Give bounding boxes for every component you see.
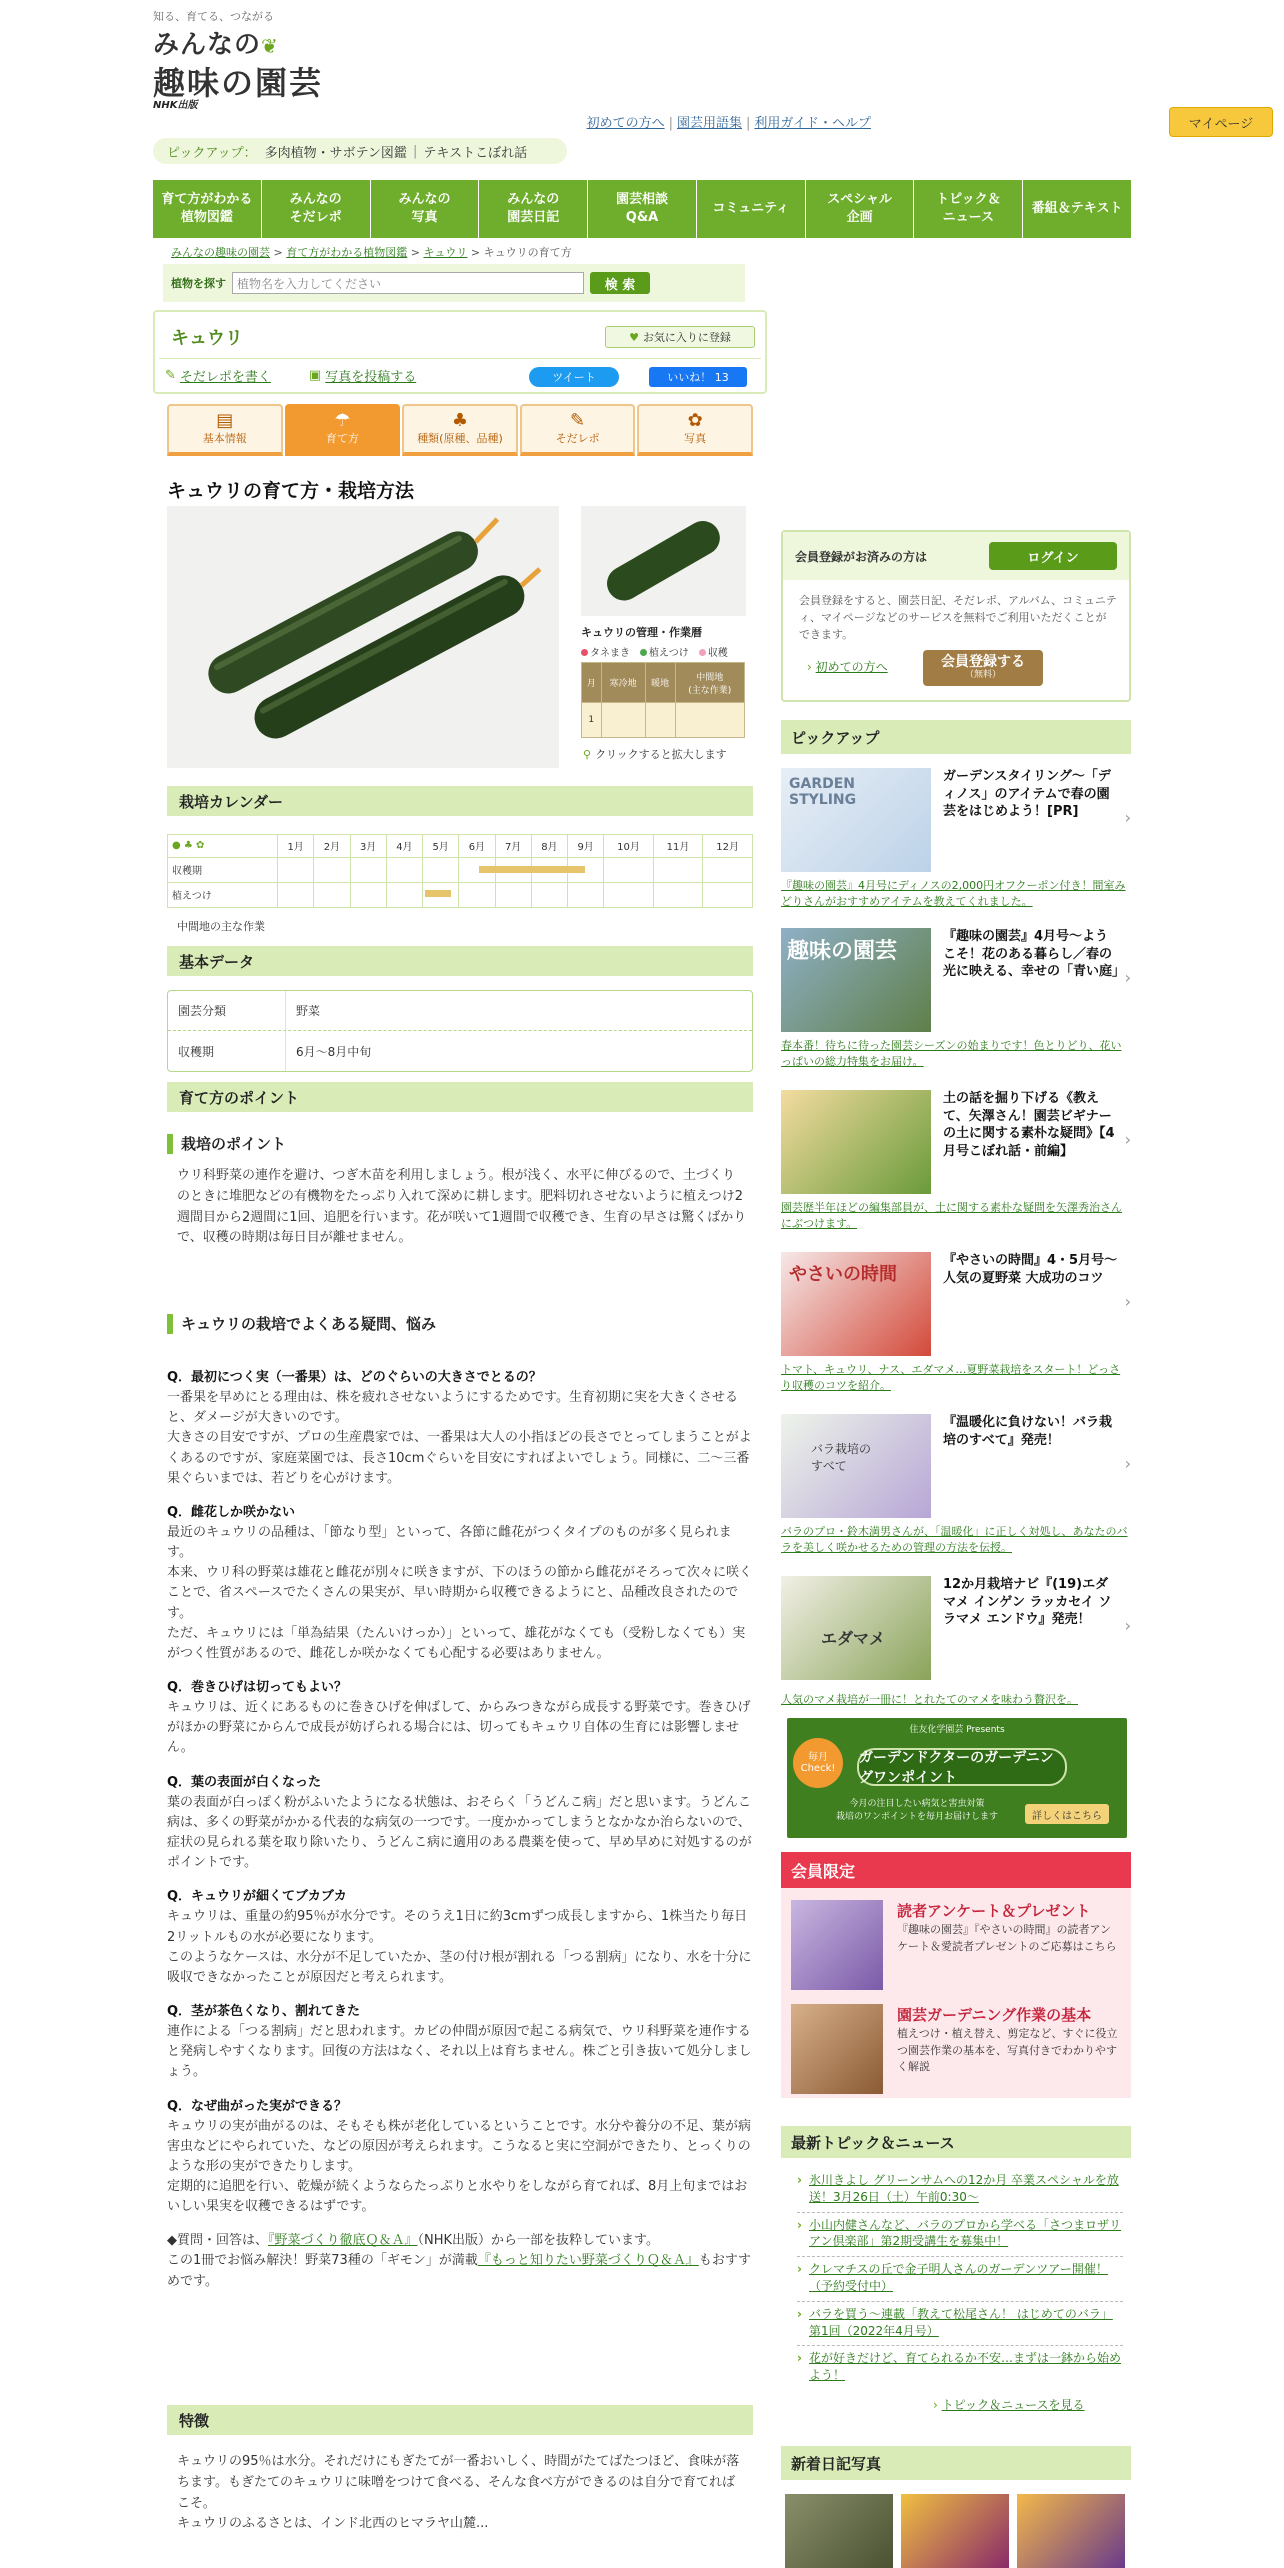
pickup-image[interactable] bbox=[781, 1090, 931, 1194]
news-item bbox=[797, 2346, 1123, 2390]
cultivation-points-text: ウリ科野菜の連作を避け、つぎ木苗を利用しましょう。根が浅く、水平に伸びるので、土づくりのときに堆肥などの有機物をたっぷり入れて深めに耕します。肥料切れさせないように植えつけ2週間目から2週間に1回、追肥を行います。花が咲いて1週間で収穫でき、生育の早さは驚くばかりで、収穫の時期は毎日目が離せません。 bbox=[177, 1168, 747, 1246]
ad-sponsor: 住友化学園芸 Presents bbox=[909, 1725, 1005, 1735]
members-only-box bbox=[781, 1888, 1131, 2098]
member-box bbox=[781, 530, 1131, 702]
news-link[interactable]: 小山内健さんなど、バラのプロから学べる「さつまロザリアン倶楽部」第2期受講生を募集中！ bbox=[809, 2217, 1122, 2249]
faq-question: Q．なぜ曲がった実ができる？ bbox=[167, 2098, 348, 2114]
diary-photo[interactable] bbox=[785, 2494, 893, 2568]
chevron-right-icon: › bbox=[1124, 1130, 1131, 1149]
book-icon: ▤ bbox=[216, 410, 234, 431]
search-input[interactable]: 植物名を入力してください bbox=[232, 272, 584, 294]
guide-link[interactable]: 利用ガイド・ヘルプ bbox=[754, 116, 871, 131]
pickup-link[interactable]: トマト、キュウリ、ナス、エダマメ…夏野菜栽培をスタート！どっさり収穫のコツを紹介。 bbox=[781, 1363, 1121, 1392]
chevron-right-icon: › bbox=[1124, 1454, 1131, 1473]
breadcrumb-encyclopedia[interactable]: 育て方がわかる植物図鑑 bbox=[286, 246, 408, 259]
nav-special[interactable]: スペシャル 企画 bbox=[806, 180, 915, 238]
legend-sowing: タネまき bbox=[581, 644, 630, 659]
logo-main[interactable]: 趣味の園芸 bbox=[153, 64, 324, 102]
logo-line1: みんなの bbox=[153, 30, 262, 60]
member-item-desc: 『趣味の園芸』『やさいの時間』の読者アンケート＆愛読者プレゼントのご応募はこちら bbox=[897, 1923, 1117, 1953]
pickup-link[interactable]: 園芸歴半年ほどの編集部員が、土に関する素朴な疑問を矢澤秀治さんにぶつけます。 bbox=[781, 1201, 1122, 1230]
pickup-image[interactable]: GARDEN STYLING bbox=[781, 768, 931, 872]
faq-question: Q．葉の表面が白くなった bbox=[167, 1774, 322, 1790]
calendar-row-planting: 植えつけ bbox=[168, 882, 278, 907]
nav-community[interactable]: コミュニティ bbox=[697, 180, 806, 238]
news-more-label[interactable]: トピック＆ニュースを見る bbox=[941, 2398, 1085, 2412]
nav-plant-encyclopedia[interactable]: 育て方がわかる 植物図鑑 bbox=[153, 180, 262, 238]
ad-check-bubble: 毎月 Check! bbox=[793, 1738, 843, 1788]
member-question: 会員登録がお済みの方は bbox=[783, 532, 1129, 580]
basic-key: 収穫期 bbox=[168, 1031, 286, 1071]
member-item-image[interactable] bbox=[791, 1900, 883, 1990]
book-link-qa[interactable]: 『野菜づくり徹底Ｑ＆Ａ』 bbox=[268, 2233, 418, 2249]
faq-answer: 最近のキュウリの品種は、「節なり型」といって、各節に雌花がつくタイプのものが多く見られます。 本来、ウリ科の野菜は雄花と雌花が別々に咲きますが、下のほうの節から雌花がそろって次々に咲くことで、省スペースでたくさんの果実が、早い時期から収穫できるようにと、品種改良されたのです。 ただ、キュウリには「単為結果（たんいけっか）」といって、雄花がなくても（受粉しなくても）実がつく性質があるので、雌花しか咲かなくても心配する必要はありません。 bbox=[167, 1524, 753, 1661]
members-only-title: 会員限定 bbox=[781, 1852, 1131, 1888]
member-item-image[interactable] bbox=[791, 2004, 883, 2094]
breadcrumb: みんなの趣味の園芸 > 育て方がわかる植物図鑑 > キュウリ > キュウリの育て方 bbox=[171, 246, 572, 259]
growing-calendar: ● ♣ ✿ 1月 2月 3月 4月 5月 6月 7月 8月 9月 10月 11月 12月 収穫期 植えつけ bbox=[167, 834, 753, 908]
tab-label: 基本情報 bbox=[202, 432, 247, 445]
news-link[interactable]: バラを買う～連載「教えて松尾さん！ はじめてのバラ」第1回（2022年4月号） bbox=[809, 2306, 1113, 2338]
basic-key: 園芸分類 bbox=[168, 991, 286, 1030]
basic-data-title: 基本データ bbox=[167, 946, 753, 976]
faq-answer: キュウリは、重量の約95％が水分です。そのうえ1日に約3cmずつ成長しますから、1株当たり毎日2リットルもの水が必要になります。 このようなケースは、水分が不足していたか、茎の付け根が割れる「つる割病」になり、水を十分に吸収できなかったことが原因だと考えられます。 bbox=[167, 1909, 752, 1985]
watering-can-icon: ☂ bbox=[334, 410, 351, 431]
register-button[interactable] bbox=[923, 650, 1043, 686]
pickup-title-text[interactable]: 『趣味の園芸』4月号～ようこそ！花のある暮らし／春の光に映える、幸せの「青い庭」 bbox=[943, 929, 1126, 980]
calendar-section-title: 栽培カレンダー bbox=[167, 786, 753, 816]
legend-planting: 植えつけ bbox=[640, 644, 689, 659]
plant-name: キュウリ bbox=[171, 328, 243, 349]
pickup-image[interactable]: やさいの時間 bbox=[781, 1252, 931, 1356]
news-link[interactable]: クレマチスの丘で金子明人さんのガーデンツアー開催！（予約受付中） bbox=[809, 2262, 1108, 2293]
tab-label: 育て方 bbox=[325, 432, 359, 445]
pickup-link[interactable]: 人気のマメ栽培が一冊に！とれたてのマメを味わう贅沢を。 bbox=[781, 1693, 1078, 1706]
calendar-note: 中間地の主な作業 bbox=[177, 920, 265, 933]
pencil-icon: ✎ bbox=[165, 368, 176, 383]
register-sub: （無料） bbox=[964, 669, 1001, 680]
member-description: 会員登録をすると、園芸日記、そだレポ、アルバム、コミュニティ、マイページなどのサービスを無料でご利用いただくことができます。 bbox=[799, 594, 1117, 642]
ad-details-button[interactable]: 詳しくはこちら bbox=[1025, 1804, 1109, 1824]
news-link[interactable]: 氷川きよし グリーンサムへの12か月 卒業スペシャルを放送！3月26日（土）午前0:30～ bbox=[809, 2173, 1119, 2204]
diary-photo[interactable] bbox=[1017, 2494, 1125, 2568]
top-links: 初めての方へ | 園芸用語集 | 利用ガイド・ヘルプ bbox=[586, 116, 871, 131]
ad-description: 今月の注目したい病気と害虫対策 栽培のワンポイントを毎月お届けします bbox=[835, 1799, 998, 1822]
faq-question: Q．巻きひげは切ってもよい？ bbox=[167, 1679, 348, 1695]
faq-heading: キュウリの栽培でよくある疑問、悩み bbox=[167, 1314, 436, 1334]
pickup-image[interactable]: 趣味の園芸 bbox=[781, 928, 931, 1032]
pickup-title-text[interactable]: 『やさいの時間』4・5月号～人気の夏野菜 大成功のコツ bbox=[943, 1253, 1118, 1286]
publisher-logo: NHK出版 bbox=[153, 100, 198, 111]
pickup-item-succulents[interactable]: 多肉植物・サボテン図鑑 bbox=[264, 145, 407, 161]
feature-section-title: 特徴 bbox=[167, 2405, 753, 2435]
tab-label: そだレポ bbox=[555, 432, 600, 445]
diary-photos-title: 新着日記写真 bbox=[781, 2446, 1131, 2480]
news-more-link[interactable]: › トピック＆ニュースを見る bbox=[933, 2398, 1085, 2412]
chevron-right-icon: › bbox=[1124, 808, 1131, 827]
sprout-icon: ❦ bbox=[261, 34, 279, 58]
pickup-title-text[interactable]: ガーデンスタイリング～「ディノス」のアイテムで春の園芸をはじめよう！[PR] bbox=[943, 769, 1111, 820]
search-button[interactable]: 検 索 bbox=[590, 272, 650, 294]
write-report-link[interactable]: そだレポを書く bbox=[179, 370, 271, 385]
tweet-button[interactable]: ツイート bbox=[529, 367, 619, 387]
pickup-title-text[interactable]: 『温暖化に負けない！バラ栽培のすべて』発売！ bbox=[943, 1415, 1113, 1448]
first-time-label[interactable]: 初めての方へ bbox=[815, 660, 888, 674]
page-title: キュウリの育て方・栽培方法 bbox=[167, 480, 415, 502]
news-item bbox=[797, 2302, 1123, 2347]
pickup-title: ピックアップ bbox=[781, 720, 1131, 754]
management-table[interactable]: 月 寒冷地 暖地 中間地 (主な作業) 1 bbox=[581, 662, 745, 738]
news-item bbox=[797, 2168, 1123, 2213]
login-button[interactable]: ログイン bbox=[989, 542, 1117, 570]
member-item-title[interactable]: 園芸ガーデニング作業の基本 bbox=[897, 2006, 1092, 2024]
basic-value: 6月～8月中旬 bbox=[296, 1044, 372, 1059]
nav-topics[interactable]: トピック＆ ニュース bbox=[914, 180, 1023, 238]
legend-harvest: 収穫 bbox=[699, 644, 728, 659]
cultivation-points-heading: 栽培のポイント bbox=[167, 1134, 286, 1154]
breadcrumb-home[interactable]: みんなの趣味の園芸 bbox=[171, 246, 270, 259]
tab-label: 種類(原種、品種) bbox=[417, 432, 503, 445]
faq-question: Q．雌花しか咲かない bbox=[167, 1504, 296, 1520]
calendar-row-harvest: 収穫期 bbox=[168, 857, 278, 882]
news-item bbox=[797, 2213, 1123, 2258]
magnifier-icon: ⚲ bbox=[583, 748, 592, 761]
pickup-bar: ピックアップ： 多肉植物・サボテン図鑑 | テキストこぼれ話 bbox=[153, 138, 567, 164]
like-button[interactable]: いいね！ 13 bbox=[649, 367, 747, 387]
search-label: 植物を探す bbox=[171, 277, 226, 290]
first-time-link-side[interactable]: › 初めての方へ bbox=[807, 660, 888, 674]
member-item-title[interactable]: 読者アンケート＆プレゼント bbox=[897, 1902, 1091, 1920]
post-photo-link[interactable]: 写真を投稿する bbox=[325, 370, 417, 385]
faq-answer: 一番果を早めにとる理由は、株を疲れさせないようにするためです。生育初期に実を大きくさせると、ダメージが大きいのです。 大きさの目安ですが、プロの生産農家では、一番果は大人の小指ほどの長さでとってしまうことがよくあるのですが、家庭菜園では、長さ10cmぐらいを目安にすればよいでしょう。同様に、二～三番果ぐらいまでは、若どりを心がけます。 bbox=[167, 1390, 752, 1486]
garden-doctor-banner[interactable] bbox=[787, 1718, 1127, 1838]
first-time-link[interactable]: 初めての方へ bbox=[586, 116, 665, 131]
nav-diary[interactable]: みんなの 園芸日記 bbox=[479, 180, 588, 238]
news-link[interactable]: 花が好きだけど、育てられるか不安…まずは一鉢から始めよう！ bbox=[809, 2351, 1122, 2383]
faq-question: Q．最初につく実（一番果）は、どのぐらいの大きさでとるの？ bbox=[167, 1370, 542, 1385]
tagline: 知る、育てる、つながる bbox=[153, 10, 274, 23]
breadcrumb-current: キュウリの育て方 bbox=[483, 246, 572, 259]
nav-program[interactable]: 番組＆テキスト bbox=[1031, 201, 1123, 217]
basic-value: 野菜 bbox=[296, 1004, 321, 1018]
pickup-link[interactable]: バラのプロ・鈴木満男さんが、「温暖化」に正しく対処し、あなたのバラを美しく咲かせるための管理の方法を伝授。 bbox=[781, 1525, 1128, 1554]
camera-icon: ▣ bbox=[308, 368, 322, 383]
faq-answer: キュウリの実が曲がるのは、そもそも株が老化しているということです。水分や養分の不足、葉が病害虫などにやられていた、などの原因が考えられます。こうなると実に空洞ができたり、とっくりのような形の実ができたりします。 定期的に追肥を行い、乾燥が続くようならたっぷりと水やりをしながら育てれば、8月上旬まではおいしい果実を収穫できるはずです。 bbox=[167, 2118, 751, 2215]
faq-credit: ◆質問・回答は、『野菜づくり徹底Ｑ＆Ａ』（NHK出版）から一部を抜粋しています。 この1冊でお悩み解決！野菜73種の「ギモン」が満載『もっと知りたい野菜づくりＱ＆Ａ』もおすすめです。 bbox=[167, 2233, 751, 2289]
pickup-title-text[interactable]: 土の話を掘り下げる《教えて、矢澤さん！園芸ビギナーの土に関する素朴な疑問》【4月号こぼれ話・前編】 bbox=[943, 1091, 1115, 1159]
news-title: 最新トピック＆ニュース bbox=[781, 2126, 1131, 2158]
chevron-right-icon: › bbox=[1124, 968, 1131, 987]
management-calendar-title: キュウリの管理・作業暦 bbox=[581, 626, 702, 639]
glossary-link[interactable]: 園芸用語集 bbox=[676, 116, 742, 131]
nav-photos[interactable]: みんなの 写真 bbox=[371, 180, 480, 238]
pickup-link[interactable]: 春本番！待ちに待った園芸シーズンの始まりです！色とりどり、花いっぱいの総力特集をお届け。 bbox=[781, 1039, 1122, 1068]
pickup-item-text[interactable]: テキストこぼれ話 bbox=[423, 145, 528, 161]
heart-icon: ♥ bbox=[629, 330, 639, 344]
chevron-right-icon: › bbox=[1124, 1616, 1131, 1635]
pencil-icon: ✎ bbox=[570, 410, 586, 431]
flower-icon: ✿ bbox=[687, 410, 703, 431]
nav-qa[interactable]: 園芸相談 Q&A bbox=[588, 180, 697, 238]
sprout-icon: ♣ bbox=[451, 410, 469, 431]
member-item-desc: 植えつけ・植え替え、剪定など、すぐに役立つ園芸作業の基本を、写真付きでわかりやすく解説 bbox=[897, 2027, 1118, 2073]
feature-text: キュウリの95％は水分。それだけにもぎたてが一番おいしく、時間がたてばたつほど、食味が落ちます。もぎたてのキュウリに味噌をつけて食べる、そんな食べ方ができるのは自分で育てればこそ。 キュウリのふるさとは、インド北西のヒマラヤ山麓... bbox=[177, 2454, 740, 2532]
tab-label: 写真 bbox=[684, 432, 707, 445]
favorite-label: お気に入りに登録 bbox=[642, 331, 731, 344]
pickup-image[interactable]: バラ栽培の すべて bbox=[781, 1414, 931, 1518]
zoom-label: クリックすると拡大します bbox=[595, 748, 727, 761]
pickup-link[interactable]: 『趣味の園芸』4月号にディノスの2,000円オフクーポン付き！間室みどりさんがおすすめアイテムを教えてくれました。 bbox=[781, 879, 1126, 908]
pickup-image[interactable]: エダマメ bbox=[781, 1576, 931, 1680]
faq-question: Q．茎が茶色くなり、割れてきた bbox=[167, 2003, 361, 2019]
chevron-right-icon: › bbox=[1124, 1292, 1131, 1311]
book-link-more-qa[interactable]: 『もっと知りたい野菜づくりＱ＆Ａ』 bbox=[477, 2253, 699, 2269]
pickup-label: ピックアップ： bbox=[167, 145, 257, 161]
news-list bbox=[797, 2168, 1123, 2390]
pickup-title-text[interactable]: 12か月栽培ナビ『(19)エダマメ インゲン ラッカセイ ソラマメ エンドウ』発売！ bbox=[943, 1577, 1112, 1628]
faq-answer: キュウリは、近くにあるものに巻きひげを伸ばして、からみつきながら成長する野菜です。巻きひげがほかの野菜にからんで成長が妨げられる場合には、切ってもキュウリ自体の生育には影響しません。 bbox=[167, 1700, 751, 1756]
points-section-title: 育て方のポイント bbox=[167, 1082, 753, 1112]
ad-title: ガーデンドクターのガーデニングワンポイント bbox=[857, 1748, 1067, 1786]
faq-answer: 葉の表面が白っぽく粉がふいたようになる状態は、おそらく「うどんこ病」だと思います。うどんこ病は、多くの野菜がかかる代表的な病気の一つです。一度かかってしまうとなかなか治らないので、症状の見られる葉を取り除いたり、うどんこ病に適用のある農薬を使って、早め早めに対処するのがポイントです。 bbox=[167, 1794, 752, 1871]
faq-question: Q．キュウリが細くてブカブカ bbox=[167, 1889, 347, 1905]
register-label: 会員登録する bbox=[941, 654, 1025, 671]
mypage-button[interactable]: マイページ bbox=[1169, 107, 1273, 137]
faq-answer: 連作による「つる割病」だと思われます。カビの仲間が原因で起こる病気で、ウリ科野菜を連作すると発病しやすくなります。回復の方法はなく、それ以上は育ちません。株ごと引き抜いて処分しましょう。 bbox=[167, 2024, 752, 2080]
calendar-icons: ● ♣ ✿ bbox=[168, 835, 278, 858]
nav-sodareport[interactable]: みんなの そだレポ bbox=[262, 180, 371, 238]
breadcrumb-cucumber[interactable]: キュウリ bbox=[423, 246, 468, 259]
news-item bbox=[797, 2257, 1123, 2302]
diary-photo[interactable] bbox=[901, 2494, 1009, 2568]
